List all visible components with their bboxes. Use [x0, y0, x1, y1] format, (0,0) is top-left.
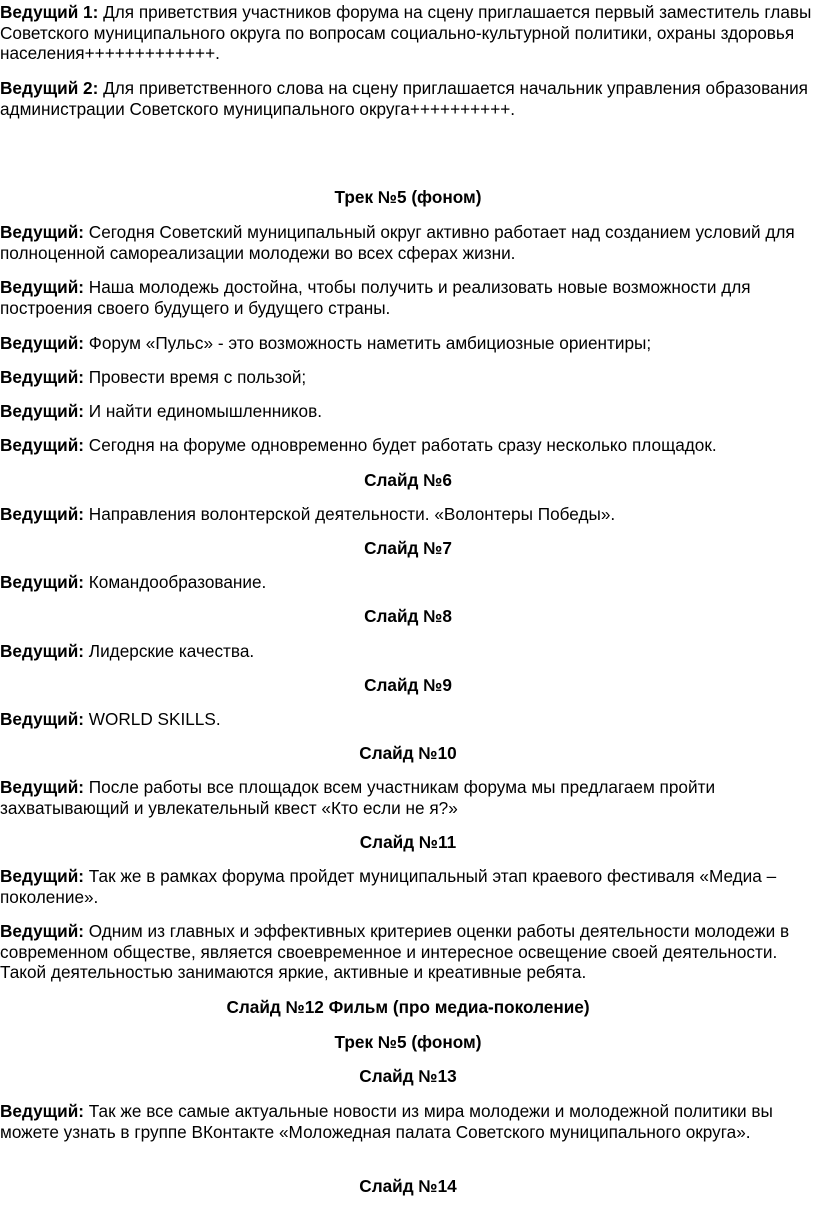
speaker-label: Ведущий: — [0, 277, 85, 297]
paragraph-text: Командообразование. — [84, 572, 267, 592]
paragraph — [0, 222, 814, 263]
paragraph — [0, 401, 814, 422]
paragraph — [0, 1101, 814, 1142]
section-heading: Трек №5 (фоном) — [334, 187, 482, 207]
paragraph-text: Форум «Пульс» - это возможность наметить амбициозные ориентиры; — [84, 333, 652, 353]
paragraph — [0, 2, 814, 64]
slide-heading: Слайд №13 — [359, 1066, 457, 1086]
speaker-label: Ведущий 2: — [0, 78, 99, 98]
speaker-label: Ведущий: — [0, 866, 85, 886]
paragraph — [0, 921, 814, 983]
paragraph-text: Наша молодежь достойна, чтобы получить и реализовать новые возможности для построения своего будущего и будущего страны. — [0, 277, 751, 318]
speaker-label: Ведущий: — [0, 572, 85, 592]
slide-heading: Слайд №7 — [364, 538, 452, 558]
slide-heading: Слайд №10 — [359, 743, 457, 763]
speaker-label: Ведущий: — [0, 333, 85, 353]
paragraph-text: Лидерские качества. — [84, 641, 255, 661]
speaker-label: Ведущий: — [0, 1101, 85, 1121]
speaker-label: Ведущий: — [0, 709, 85, 729]
speaker-label: Ведущий: — [0, 504, 85, 524]
slide-heading: Слайд №8 — [364, 606, 452, 626]
paragraph-text: Сегодня Советский муниципальный округ активно работает над созданием условий для полноценной самореализации молодежи во всех сферах жизни. — [0, 222, 795, 263]
paragraph-text: Так же в рамках форума пройдет муниципальный этап краевого фестиваля «Медиа – поколение». — [0, 866, 777, 907]
paragraph — [0, 572, 814, 593]
speaker-label: Ведущий: — [0, 921, 85, 941]
paragraph — [0, 777, 814, 818]
paragraph — [0, 333, 814, 354]
speaker-label: Ведущий: — [0, 641, 85, 661]
slide-heading: Слайд №12 Фильм (про медиа-поколение) — [226, 997, 590, 1017]
paragraph — [0, 435, 814, 456]
speaker-label: Ведущий 1: — [0, 2, 99, 22]
paragraph-text: И найти единомышленников. — [84, 401, 322, 421]
paragraph — [0, 78, 814, 119]
paragraph-text: После работы все площадок всем участникам форума мы предлагаем пройти захватывающий и увлекательный квест «Кто если не я?» — [0, 777, 716, 818]
paragraph-text: Одним из главных и эффективных критериев оценки работы деятельности молодежи в современном обществе, является своевременное и интересное освещение своей деятельности. Такой деятельностью занимаются яркие, активные и креативные ребята. — [0, 921, 790, 982]
paragraph-text: Провести время с пользой; — [84, 367, 307, 387]
paragraph — [0, 367, 814, 388]
slide-heading: Слайд №6 — [364, 470, 452, 490]
paragraph-text: Так же все самые актуальные новости из мира молодежи и молодежной политики вы можете узнать в группе ВКонтакте «Моложедная палата Советского муниципального округа». — [0, 1101, 773, 1142]
speaker-label: Ведущий: — [0, 777, 85, 797]
slide-heading: Слайд №14 — [359, 1176, 457, 1196]
speaker-label: Ведущий: — [0, 435, 85, 455]
paragraph-text: Для приветствия участников форума на сцену приглашается первый заместитель главы Советского муниципального округа по вопросам социально-культурной политики, охраны здоровья населения+++++++++++++. — [0, 2, 812, 63]
paragraph-text: WORLD SKILLS. — [84, 709, 221, 729]
paragraph-text: Направления волонтерской деятельности. «Волонтеры Победы». — [84, 504, 616, 524]
speaker-label: Ведущий: — [0, 401, 85, 421]
slide-heading: Слайд №11 — [359, 832, 457, 852]
section-heading: Трек №5 (фоном) — [334, 1032, 482, 1052]
paragraph — [0, 641, 814, 662]
paragraph — [0, 709, 814, 730]
paragraph-text: Для приветственного слова на сцену приглашается начальник управления образования администрации Советского муниципального округа++++++++++. — [0, 78, 808, 119]
paragraph-text: Сегодня на форуме одновременно будет работать сразу несколько площадок. — [84, 435, 717, 455]
paragraph — [0, 866, 814, 907]
paragraph — [0, 504, 814, 525]
speaker-label: Ведущий: — [0, 222, 85, 242]
paragraph — [0, 277, 814, 318]
slide-heading: Слайд №9 — [364, 675, 452, 695]
speaker-label: Ведущий: — [0, 367, 85, 387]
